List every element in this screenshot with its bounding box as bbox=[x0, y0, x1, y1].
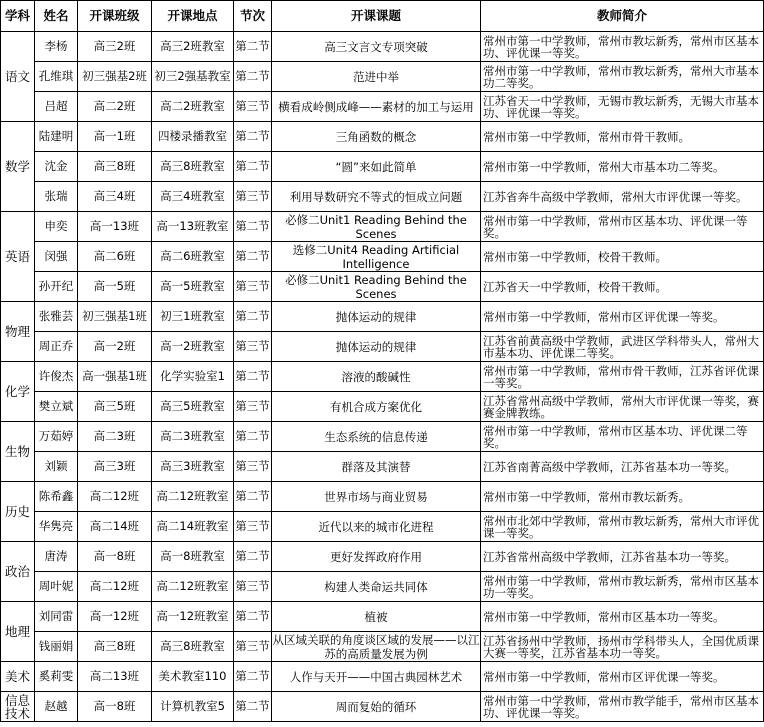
bio-cell: 常州市第一中学教师，常州大市基本功二等奖。 bbox=[481, 152, 764, 182]
location-cell: 高一2班教室 bbox=[152, 332, 234, 362]
topic-cell: 溶液的酸碱性 bbox=[272, 362, 481, 392]
table-row bbox=[1, 512, 764, 542]
class-cell: 高一8班 bbox=[78, 542, 152, 572]
table-row bbox=[1, 122, 764, 152]
teacher-name-cell: 刘颖 bbox=[35, 452, 78, 482]
bio-cell: 常州市第一中学教师，常州市教学能手，常州市区基本功、评优课一等奖。 bbox=[481, 692, 764, 722]
table-row bbox=[1, 692, 764, 722]
subject-cell: 地理 bbox=[1, 602, 35, 662]
period-cell: 第二节 bbox=[234, 302, 272, 332]
bio-cell: 常州市第一中学教师，常州市区基本功、评优课一等奖。 bbox=[481, 212, 764, 242]
class-cell: 高一8班 bbox=[78, 692, 152, 722]
topic-cell: 抛体运动的规律 bbox=[272, 332, 481, 362]
class-cell: 高二12班 bbox=[78, 572, 152, 602]
subject-cell: 物理 bbox=[1, 302, 35, 362]
table-row bbox=[1, 242, 764, 272]
location-cell: 初三2强基教室 bbox=[152, 62, 234, 92]
table-row bbox=[1, 92, 764, 122]
topic-cell: 生态系统的信息传递 bbox=[272, 422, 481, 452]
table-row bbox=[1, 482, 764, 512]
location-cell: 高二3班教室 bbox=[152, 422, 234, 452]
period-cell: 第二节 bbox=[234, 122, 272, 152]
teacher-name-cell: 樊立斌 bbox=[35, 392, 78, 422]
table-row bbox=[1, 572, 764, 602]
location-cell: 高三5班教室 bbox=[152, 392, 234, 422]
bio-cell: 常州市第一中学教师，常州市骨干教师。 bbox=[481, 122, 764, 152]
location-cell: 高三8班教室 bbox=[152, 152, 234, 182]
header-subject: 学科 bbox=[1, 1, 35, 32]
teacher-name-cell: 赵越 bbox=[35, 692, 78, 722]
subject-cell: 生物 bbox=[1, 422, 35, 482]
location-cell: 高三8班教室 bbox=[152, 632, 234, 662]
class-cell: 高三2班 bbox=[78, 32, 152, 62]
topic-cell: 周而复始的循环 bbox=[272, 692, 481, 722]
bio-cell: 江苏省前黄高级中学教师，武进区学科带头人，常州大市基本功、评优课二等奖。 bbox=[481, 332, 764, 362]
table-row bbox=[1, 302, 764, 332]
bio-cell: 常州市第一中学教师，常州市区评优课一等奖。 bbox=[481, 302, 764, 332]
teacher-name-cell: 周叶妮 bbox=[35, 572, 78, 602]
bio-cell: 常州市第一中学教师，常州市教坛新秀，常州大市基本功二等奖。 bbox=[481, 62, 764, 92]
teacher-name-cell: 闵强 bbox=[35, 242, 78, 272]
bio-cell: 常州市第一中学教师，校骨干教师。 bbox=[481, 242, 764, 272]
table-row bbox=[1, 32, 764, 62]
topic-cell: 群落及其演替 bbox=[272, 452, 481, 482]
teacher-name-cell: 孔维琪 bbox=[35, 62, 78, 92]
table-row bbox=[1, 632, 764, 662]
bio-cell: 江苏省奔牛高级中学教师，常州大市评优课一等奖。 bbox=[481, 182, 764, 212]
teacher-name-cell: 沈金 bbox=[35, 152, 78, 182]
class-cell: 高三4班 bbox=[78, 182, 152, 212]
class-cell: 初三强基2班 bbox=[78, 62, 152, 92]
topic-cell: 范进中举 bbox=[272, 62, 481, 92]
bio-cell: 常州市北郊中学教师，常州市教坛新秀，常州大市评优课一等奖。 bbox=[481, 512, 764, 542]
topic-cell: 高三文言文专项突破 bbox=[272, 32, 481, 62]
subject-cell: 英语 bbox=[1, 212, 35, 302]
topic-cell: 从区域关联的角度谈区域的发展——以江苏的高质量发展为例 bbox=[272, 632, 480, 661]
period-cell: 第二节 bbox=[234, 602, 272, 632]
location-cell: 计算机教室5 bbox=[152, 692, 234, 722]
teacher-name-cell: 钱丽娟 bbox=[35, 632, 78, 662]
location-cell: 美术教室110 bbox=[152, 662, 234, 692]
topic-cell: 利用导数研究不等式的恒成立问题 bbox=[272, 182, 481, 212]
table-row bbox=[1, 212, 764, 242]
teacher-name-cell: 陈希鑫 bbox=[35, 482, 78, 512]
class-cell: 高二2班 bbox=[78, 92, 152, 122]
class-cell: 高一2班 bbox=[78, 332, 152, 362]
table-row bbox=[1, 422, 764, 452]
class-cell: 高二3班 bbox=[78, 422, 152, 452]
subject-cell: 语文 bbox=[1, 32, 35, 122]
table-row bbox=[1, 332, 764, 362]
teacher-name-cell: 李杨 bbox=[35, 32, 78, 62]
period-cell: 第三节 bbox=[234, 512, 272, 542]
period-cell: 第二节 bbox=[234, 32, 272, 62]
bio-cell: 常州市第一中学教师，常州市教坛新秀，常州市区基本功一等奖。 bbox=[481, 572, 764, 602]
class-cell: 高一1班 bbox=[78, 122, 152, 152]
location-cell: 高二2班教室 bbox=[152, 92, 234, 122]
subject-cell: 信息技术 bbox=[1, 692, 35, 722]
class-cell: 初三强基1班 bbox=[78, 302, 152, 332]
period-cell: 第二节 bbox=[234, 242, 272, 272]
period-cell: 第三节 bbox=[234, 632, 272, 662]
table-row bbox=[1, 152, 764, 182]
period-cell: 第三节 bbox=[234, 452, 272, 482]
period-cell: 第二节 bbox=[234, 62, 272, 92]
period-cell: 第二节 bbox=[234, 692, 272, 722]
topic-cell: 必修二Unit1 Reading Behind the Scenes bbox=[272, 212, 481, 242]
header-row bbox=[1, 1, 764, 32]
teacher-name-cell: 万茹婷 bbox=[35, 422, 78, 452]
location-cell: 四楼录播教室 bbox=[152, 122, 234, 152]
period-cell: 第二节 bbox=[234, 212, 272, 242]
period-cell: 第三节 bbox=[234, 182, 272, 212]
location-cell: 初三1班教室 bbox=[152, 302, 234, 332]
class-cell: 高一13班 bbox=[78, 212, 152, 242]
location-cell: 高三4班教室 bbox=[152, 182, 234, 212]
class-cell: 高二14班 bbox=[78, 512, 152, 542]
table-row bbox=[1, 62, 764, 92]
topic-cell: 构建人类命运共同体 bbox=[272, 572, 481, 602]
table-row bbox=[1, 542, 764, 572]
location-cell: 高二6班教室 bbox=[152, 242, 234, 272]
location-cell: 高三3班教室 bbox=[152, 452, 234, 482]
location-cell: 高一5班教室 bbox=[152, 272, 234, 302]
period-cell: 第二节 bbox=[234, 152, 272, 182]
header-period: 节次 bbox=[234, 1, 272, 32]
topic-cell: 世界市场与商业贸易 bbox=[272, 482, 481, 512]
topic-cell: 更好发挥政府作用 bbox=[272, 542, 481, 572]
bio-cell: 常州市第一中学教师，常州市区基本功、评优课二等奖。 bbox=[481, 422, 764, 452]
teacher-name-cell: 张雅芸 bbox=[35, 302, 78, 332]
location-cell: 高二14班教室 bbox=[152, 512, 234, 542]
subject-cell: 政治 bbox=[1, 542, 35, 602]
header-location: 开课地点 bbox=[152, 1, 234, 32]
location-cell: 高二12班教室 bbox=[152, 482, 234, 512]
bio-cell: 常州市第一中学教师，常州市教坛新秀。 bbox=[481, 482, 764, 512]
header-bio: 教师简介 bbox=[481, 1, 764, 32]
bio-cell: 江苏省天一中学教师，无锡市教坛新秀，无锡大市基本功、评优课一等奖。 bbox=[481, 92, 764, 122]
period-cell: 第二节 bbox=[234, 542, 272, 572]
header-topic: 开课课题 bbox=[272, 1, 481, 32]
header-class: 开课班级 bbox=[78, 1, 152, 32]
bio-cell: 江苏省天一中学教师，校骨干教师。 bbox=[481, 272, 764, 302]
topic-cell: 选修二Unit4 Reading Artificial Intelligence bbox=[272, 242, 481, 272]
table-row bbox=[1, 452, 764, 482]
class-cell: 高一强基1班 bbox=[78, 362, 152, 392]
table-row bbox=[1, 272, 764, 302]
class-cell: 高二6班 bbox=[78, 242, 152, 272]
period-cell: 第二节 bbox=[234, 362, 272, 392]
class-cell: 高一12班 bbox=[78, 602, 152, 632]
period-cell: 第三节 bbox=[234, 92, 272, 122]
bio-cell: 江苏省南菁高级中学教师，江苏省基本功一等奖。 bbox=[481, 452, 764, 482]
teacher-name-cell: 许俊杰 bbox=[35, 362, 78, 392]
teacher-name-cell: 周正乔 bbox=[35, 332, 78, 362]
period-cell: 第二节 bbox=[234, 662, 272, 692]
location-cell: 高一8班教室 bbox=[152, 542, 234, 572]
table-row bbox=[1, 602, 764, 632]
bio-cell: 常州市第一中学教师，常州市骨干教师，江苏省评优课一等奖。 bbox=[481, 362, 764, 392]
bio-cell: 江苏省扬州中学教师，扬州市学科带头人，全国优质课大赛一等奖，江苏省基本功一等奖。 bbox=[481, 632, 764, 662]
topic-cell: 必修二Unit1 Reading Behind the Scenes bbox=[272, 272, 481, 302]
location-cell: 高二12班教室 bbox=[152, 572, 234, 602]
period-cell: 第三节 bbox=[234, 392, 272, 422]
location-cell: 高三2班教室 bbox=[152, 32, 234, 62]
period-cell: 第二节 bbox=[234, 422, 272, 452]
class-cell: 高二13班 bbox=[78, 662, 152, 692]
teacher-name-cell: 张瑞 bbox=[35, 182, 78, 212]
teacher-name-cell: 申奕 bbox=[35, 212, 78, 242]
topic-cell: 近代以来的城市化进程 bbox=[272, 512, 481, 542]
teacher-name-cell: 华隽亮 bbox=[35, 512, 78, 542]
table-body bbox=[1, 32, 764, 722]
location-cell: 高一13班教室 bbox=[152, 212, 234, 242]
teacher-name-cell: 吕超 bbox=[35, 92, 78, 122]
subject-cell: 历史 bbox=[1, 482, 35, 542]
period-cell: 第二节 bbox=[234, 482, 272, 512]
period-cell: 第三节 bbox=[234, 572, 272, 602]
teacher-name-cell: 唐涛 bbox=[35, 542, 78, 572]
teacher-name-cell: 陆建明 bbox=[35, 122, 78, 152]
table-row bbox=[1, 392, 764, 422]
bio-cell: 常州市第一中学教师，常州市区基本功一等奖。 bbox=[481, 602, 764, 632]
teacher-name-cell: 刘同雷 bbox=[35, 602, 78, 632]
topic-cell: 植被 bbox=[272, 602, 481, 632]
topic-cell: 抛体运动的规律 bbox=[272, 302, 481, 332]
header-name: 姓名 bbox=[35, 1, 78, 32]
location-cell: 高一12班教室 bbox=[152, 602, 234, 632]
class-cell: 高三5班 bbox=[78, 392, 152, 422]
location-cell: 化学实验室1 bbox=[152, 362, 234, 392]
subject-cell: 美术 bbox=[1, 662, 35, 692]
period-cell: 第三节 bbox=[234, 272, 272, 302]
bio-cell: 江苏省常州高级中学教师，江苏省基本功一等奖。 bbox=[481, 542, 764, 572]
teacher-name-cell: 孙开纪 bbox=[35, 272, 78, 302]
bio-cell: 常州市第一中学教师，常州市教坛新秀，常州市区基本功、评优课一等奖。 bbox=[481, 32, 764, 62]
topic-cell: 横看成岭侧成峰——素材的加工与运用 bbox=[272, 92, 481, 122]
subject-cell: 数学 bbox=[1, 122, 35, 212]
period-cell: 第三节 bbox=[234, 332, 272, 362]
subject-cell: 化学 bbox=[1, 362, 35, 422]
bio-cell: 常州市第一中学教师，常州市区评优课一等奖。 bbox=[481, 662, 764, 692]
topic-cell: 有机合成方案优化 bbox=[272, 392, 481, 422]
topic-cell: 三角函数的概念 bbox=[272, 122, 481, 152]
teacher-name-cell: 奚莉雯 bbox=[35, 662, 78, 692]
class-cell: 高三8班 bbox=[78, 632, 152, 662]
bio-cell: 江苏省常州高级中学教师，常州大市评优课一等奖，赛赛金牌教练。 bbox=[481, 392, 764, 422]
class-cell: 高三8班 bbox=[78, 152, 152, 182]
class-cell: 高二12班 bbox=[78, 482, 152, 512]
table-row bbox=[1, 182, 764, 212]
topic-cell: 人作与天开——中国古典园林艺术 bbox=[272, 662, 481, 692]
topic-cell: “圆”来如此简单 bbox=[272, 152, 481, 182]
class-cell: 高一5班 bbox=[78, 272, 152, 302]
table-row bbox=[1, 362, 764, 392]
table-row bbox=[1, 662, 764, 692]
class-cell: 高三3班 bbox=[78, 452, 152, 482]
